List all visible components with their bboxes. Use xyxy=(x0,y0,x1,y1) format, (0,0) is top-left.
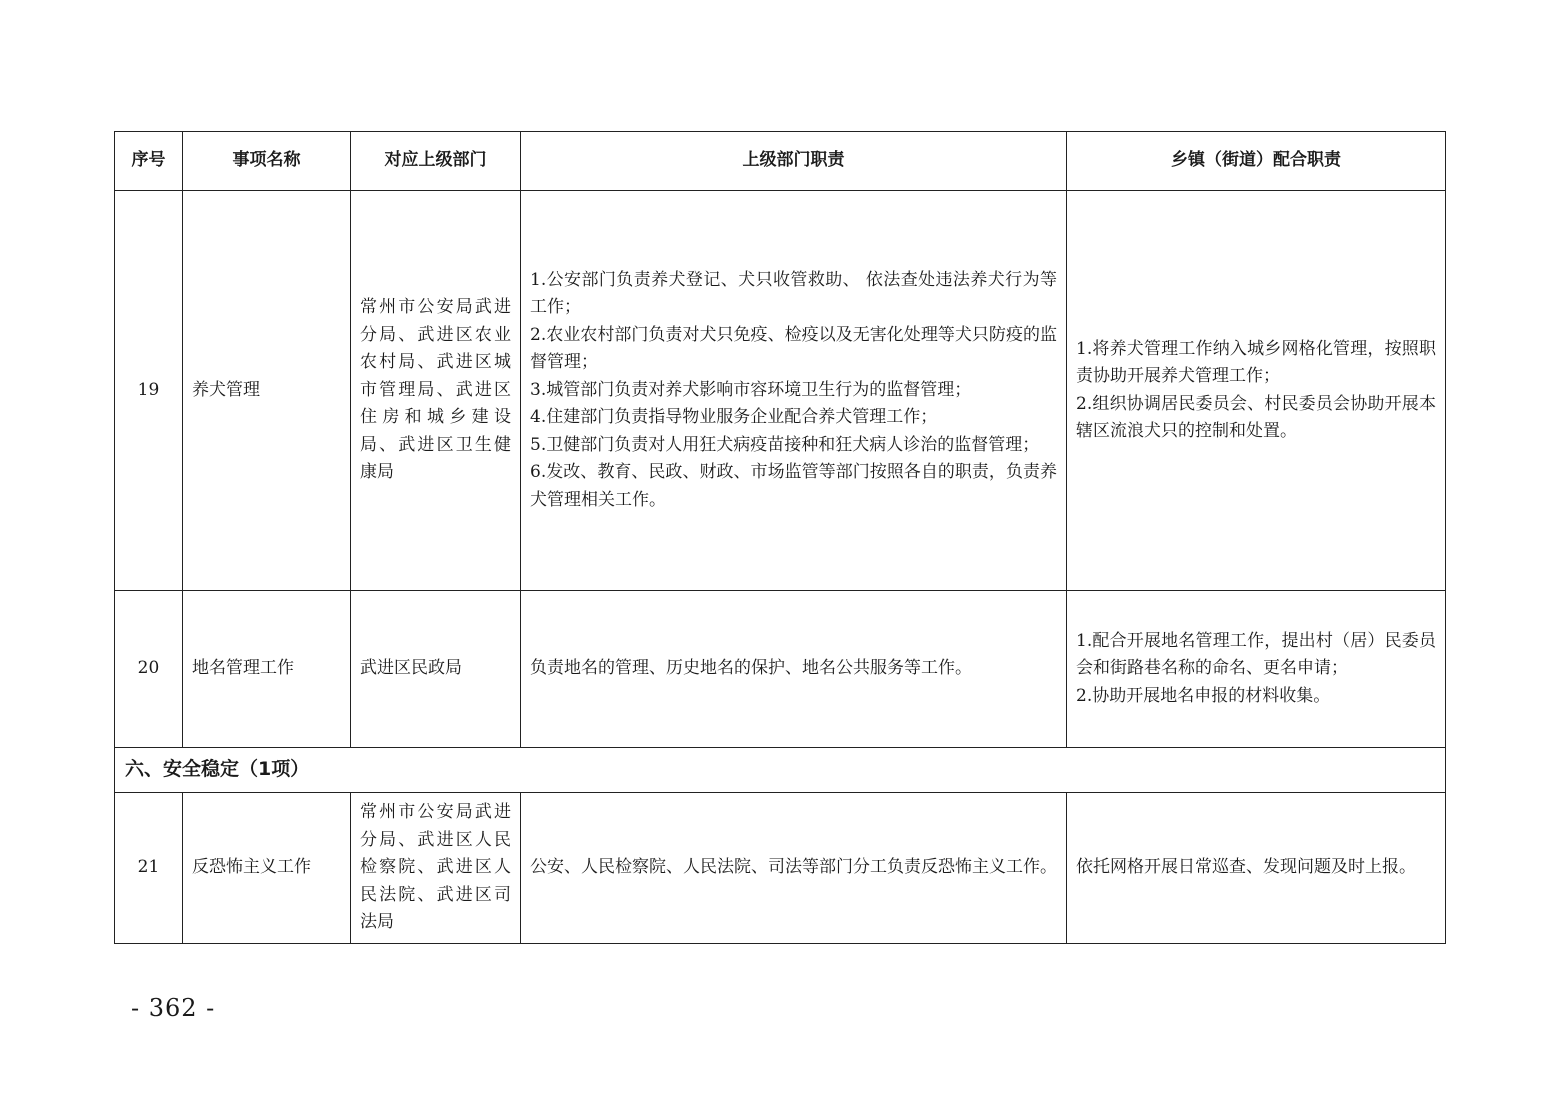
duty-line: 4.住建部门负责指导物业服务企业配合养犬管理工作； xyxy=(530,407,938,428)
row-serial: 20 xyxy=(115,591,183,748)
table-row xyxy=(115,591,1446,748)
cooperation-line: 2.组织协调居民委员会、村民委员会协助开展本辖区流浪犬只的控制和处置。 xyxy=(1076,393,1436,441)
section-title: 六、安全稳定（1项） xyxy=(115,748,1446,793)
row-serial: 21 xyxy=(115,793,183,944)
header-town-cooperation: 乡镇（街道）配合职责 xyxy=(1067,132,1446,191)
row-town-cooperation xyxy=(1067,591,1446,748)
row-superior-duties xyxy=(521,191,1067,591)
duty-line: 6.发改、教育、民政、财政、市场监管等部门按照各自的职责，负责养犬管理相关工作。 xyxy=(530,462,1057,510)
row-superior-duties xyxy=(521,591,1067,748)
row-superior-dept: 常州市公安局武进分局、武进区农业农村局、武进区城市管理局、武进区住房和城乡建设局、武进区卫生健康局 xyxy=(351,191,521,591)
cooperation-line: 依托网格开展日常巡查、发现问题及时上报。 xyxy=(1076,857,1416,878)
duty-line: 1.公安部门负责养犬登记、犬只收管救助、 依法查处违法养犬行为等工作； xyxy=(530,269,1057,318)
row-item-name: 反恐怖主义工作 xyxy=(183,793,351,944)
duty-line: 公安、人民检察院、人民法院、司法等部门分工负责反恐怖主义工作。 xyxy=(530,857,1057,878)
cooperation-line: 1.配合开展地名管理工作，提出村（居）民委员会和街路巷名称的命名、更名申请； xyxy=(1076,630,1436,679)
row-superior-dept: 武进区民政局 xyxy=(351,591,521,748)
header-superior-duties: 上级部门职责 xyxy=(521,132,1067,191)
duty-line: 5.卫健部门负责对人用狂犬病疫苗接种和狂犬病人诊治的监督管理； xyxy=(530,434,1040,455)
section-row xyxy=(115,748,1446,793)
cooperation-line: 1.将养犬管理工作纳入城乡网格化管理，按照职责协助开展养犬管理工作； xyxy=(1076,338,1436,386)
page-number: - 362 - xyxy=(131,994,216,1022)
row-superior-duties xyxy=(521,793,1067,944)
row-item-name: 地名管理工作 xyxy=(183,591,351,748)
table-header-row xyxy=(115,132,1446,191)
table-row xyxy=(115,793,1446,944)
header-superior-dept: 对应上级部门 xyxy=(351,132,521,191)
row-town-cooperation xyxy=(1067,793,1446,944)
duty-line: 2.农业农村部门负责对犬只免疫、检疫以及无害化处理等犬只防疫的监督管理； xyxy=(530,324,1057,373)
row-town-cooperation xyxy=(1067,191,1446,591)
row-serial: 19 xyxy=(115,191,183,591)
table-row xyxy=(115,191,1446,591)
row-superior-dept: 常州市公安局武进分局、武进区人民检察院、武进区人民法院、武进区司法局 xyxy=(351,793,521,944)
header-serial: 序号 xyxy=(115,132,183,191)
header-item-name: 事项名称 xyxy=(183,132,351,191)
duty-line: 3.城管部门负责对养犬影响市容环境卫生行为的监督管理； xyxy=(530,379,972,400)
responsibility-table xyxy=(114,131,1446,944)
row-item-name: 养犬管理 xyxy=(183,191,351,591)
cooperation-line: 2.协助开展地名申报的材料收集。 xyxy=(1076,685,1331,706)
duty-line: 负责地名的管理、历史地名的保护、地名公共服务等工作。 xyxy=(530,658,972,679)
